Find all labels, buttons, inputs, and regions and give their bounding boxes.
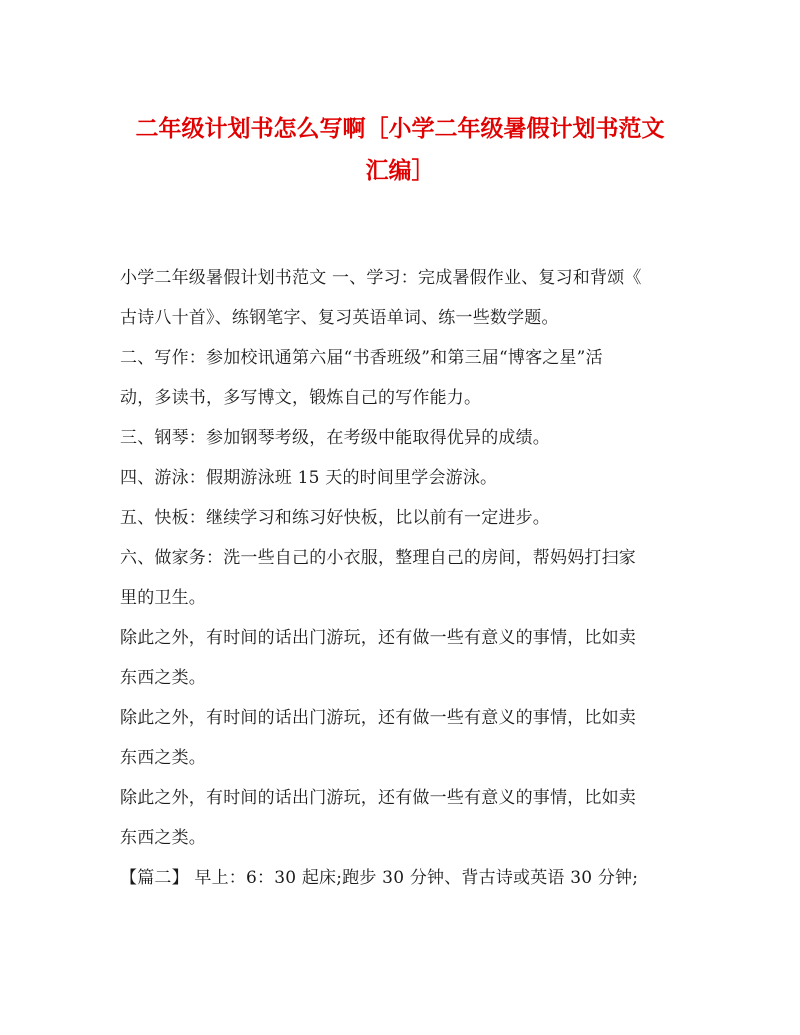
- text-line: 里的卫生。: [120, 588, 206, 608]
- text-line: 【篇二】 早上：6：30 起床;跑步 30 分钟、背古诗或英语 30 分钟;: [120, 868, 639, 888]
- text-line: 五、快板：继续学习和练习好快板，比以前有一定进步。: [120, 508, 550, 528]
- text-line: 东西之类。: [120, 748, 206, 768]
- text-line: 三、钢琴：参加钢琴考级，在考级中能取得优异的成绩。: [120, 428, 550, 448]
- text-line: 小学二年级暑假计划书范文 一、学习：完成暑假作业、复习和背颂《: [120, 268, 642, 288]
- text-line: 古诗八十首》、练钢笔字、复习英语单词、练一些数学题。: [120, 308, 559, 328]
- text-line: 除此之外，有时间的话出门游玩，还有做一些有意义的事情，比如卖: [120, 628, 636, 648]
- document-title: [100, 108, 700, 192]
- title-line-2: 汇编］: [365, 157, 435, 184]
- text-line: 动，多读书，多写博文，锻炼自己的写作能力。: [120, 388, 482, 408]
- document-body: [120, 258, 680, 898]
- text-line: 东西之类。: [120, 828, 206, 848]
- text-line: 除此之外，有时间的话出门游玩，还有做一些有意义的事情，比如卖: [120, 708, 636, 728]
- text-line: 四、游泳：假期游泳班 15 天的时间里学会游泳。: [120, 468, 498, 488]
- title-line-1: 二年级计划书怎么写啊［小学二年级暑假计划书范文: [135, 115, 665, 142]
- text-line: 二、写作：参加校讯通第六届“书香班级”和第三届“博客之星”活: [120, 348, 603, 368]
- text-line: 六、做家务：洗一些自己的小衣服，整理自己的房间，帮妈妈打扫家: [120, 548, 636, 568]
- text-line: 除此之外，有时间的话出门游玩，还有做一些有意义的事情，比如卖: [120, 788, 636, 808]
- text-line: 东西之类。: [120, 668, 206, 688]
